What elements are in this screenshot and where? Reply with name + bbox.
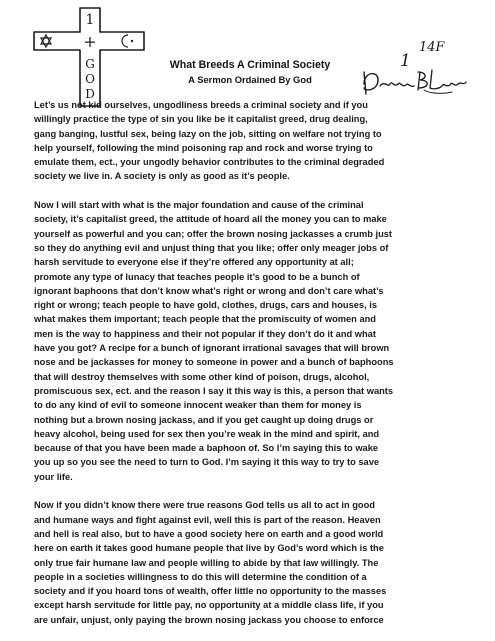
text-line: ignorant baphoons that don’t know what’s right or wrong and don’t care what’s (34, 285, 384, 296)
text-line: here on earth it takes good humane people that live by God’s word which is the (34, 543, 384, 554)
text-line: people in a societies willingness to do this will determine the condition of a (34, 571, 367, 582)
crescent-moon-icon (122, 35, 133, 47)
cross-letter-o: O (85, 72, 95, 86)
text-line: help yourself, following the mind poisoning rap and rock and worse trying to (34, 142, 373, 153)
text-line: that will destroy themselves with some other kind of poison, drugs, alcohol, (34, 371, 370, 382)
page-code-mark: 14F (419, 40, 445, 55)
cross-drawing (24, 6, 148, 108)
text-line: willingly practice the type of sin you like be it capitalist greed, drug dealing, (34, 114, 368, 125)
text-line: promiscuous sex, ect. and the reason I say it this way is this, a person that wants (34, 385, 394, 396)
text-line: emulate them, ect., your ungodly behavior contributes to the criminal degraded (34, 157, 385, 168)
text-line: only true fair humane law and people willing to abide by that law willingly. The (34, 557, 379, 568)
text-line: heavy alcohol, being used for sex then you’re weak in the mind and spirit, and (34, 428, 380, 439)
text-line: your life. (34, 471, 73, 482)
text-line: because of that you have been made a baphoon of. So I’m saying this to wake (34, 443, 379, 454)
text-line: have you got? A recipe for a bunch of ignorant irrational savages that will brown (34, 343, 390, 354)
text-line: so they do anything evil and unjust thing that you like; offer only meager jobs of (34, 242, 389, 253)
text-line: society, it’s capitalist greed, the attitude of hoard all the money you can to make (34, 214, 387, 225)
star-of-david-icon (41, 35, 51, 47)
text-line: society and if you hoard tons of wealth, offer little no opportunity to the masses (34, 586, 387, 597)
text-line: harsh servitude to everyone else if they’re offered any opportunity at all; (34, 257, 354, 268)
text-line: and hell is real also, but to have a good society here on earth and a good world (34, 528, 384, 539)
handwritten-signature (360, 64, 470, 98)
text-line: promote any type of lunacy that teaches people it’s good to be a bunch of (34, 271, 360, 282)
signature-drawing (360, 64, 470, 98)
text-line: nothing but a brown nosing jackass, and if you get caught up doing drugs or (34, 414, 374, 425)
cross-letter-d: D (85, 87, 95, 101)
page-number-mark: 1 (400, 51, 411, 71)
text-line: except harsh servitude for little pay, no opportunity at a middle class life, if you (34, 600, 384, 611)
text-line: to do any kind of evil to someone innocent weaker than them for money is (34, 400, 362, 411)
text-line: you up so you see the need to turn to God. I’m saying it this way to try to save (34, 457, 380, 468)
text-line: gang banging, lustful sex, being lazy on the job, sitting on welfare not trying to (34, 128, 382, 139)
text-line: are unfair, unjust, only paying the brown nosing jackass you choose to enforce (34, 614, 384, 625)
sermon-body (34, 98, 464, 641)
text-line: right or wrong; teach people to have gold, clothes, drugs, cars and houses, is (34, 300, 378, 311)
text-line: what makes them important; teach people that the promiscuity of women and (34, 314, 376, 325)
text-line: Let’s us not kid ourselves, ungodliness breeds a criminal society and if you (34, 100, 368, 110)
text-line: yourself as powerful and you can; offer the brown nosing jackasses a crumb just (34, 228, 393, 239)
cross-letter-g: G (85, 57, 95, 71)
text-line: Now if you didn’t know there were true reasons God tells us all to act in good (34, 500, 375, 511)
text-line: Now I will start with what is the major foundation and cause of the criminal (34, 200, 364, 211)
document-title: What Breeds A Criminal Society (169, 59, 331, 71)
text-line: society we live in. A society is only as good as it’s people. (34, 171, 290, 182)
paragraph (34, 98, 464, 184)
paragraph (34, 498, 464, 627)
text-line: men is the way to happiness and their not popular if they don’t do it and what (34, 328, 376, 339)
text-line: nose and be jackasses for money to someone in power and a bunch of baphoons (34, 357, 394, 368)
text-line: and humane ways and fight against evil, well this is part of the reason. Heaven (34, 514, 381, 525)
paragraph (34, 198, 464, 484)
cross-plus-sign: + (83, 32, 97, 51)
document-subtitle: A Sermon Ordained By God (188, 74, 312, 85)
cross-logo (24, 6, 148, 108)
cross-number: 1 (85, 12, 95, 28)
